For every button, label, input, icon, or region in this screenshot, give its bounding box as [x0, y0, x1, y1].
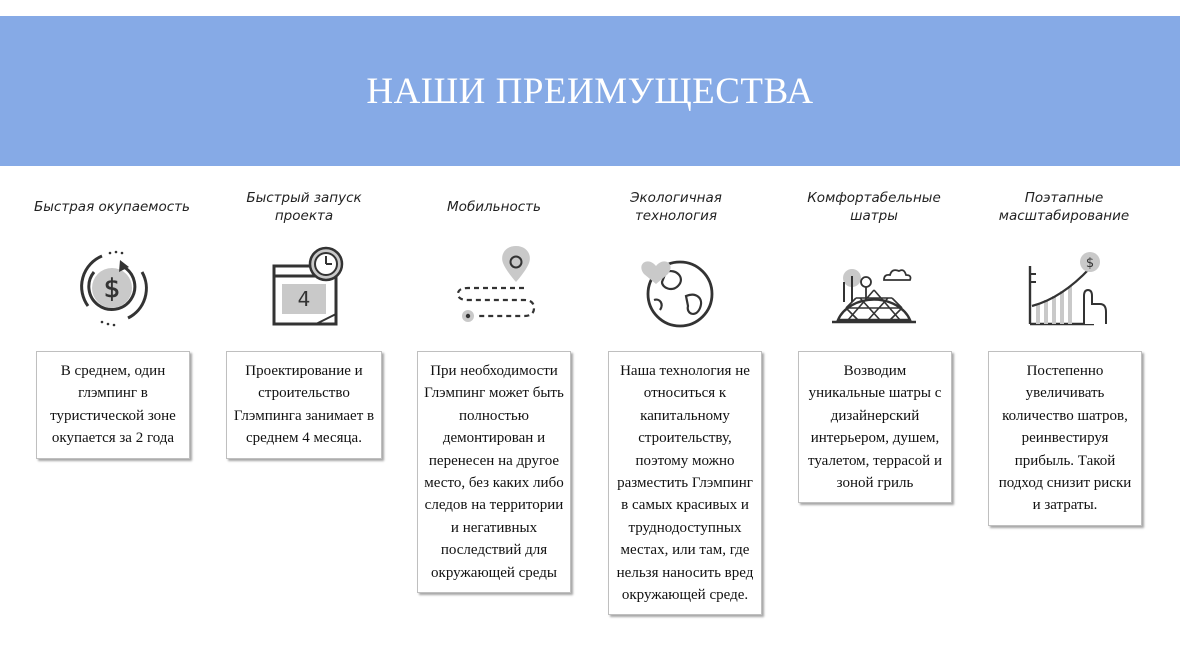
svg-text:$: $	[1085, 256, 1095, 271]
dome-tent-icon	[824, 238, 924, 338]
calendar-number: 4	[297, 287, 311, 311]
advantage-title: Поэтапные масштабирование	[998, 190, 1130, 224]
advantage-title: Мобильность	[447, 199, 541, 215]
svg-text:$: $	[103, 274, 121, 304]
advantage-title: Быстрый запуск проекта	[246, 190, 362, 224]
advantage-description: При необходимости Глэмпинг может быть полностью демонтирован и перенесен на другое место, без каких либо следов на территории и негативных последствий для окружающей среды	[417, 351, 571, 593]
advantage-description: Возводим уникальные шатры с дизайнерский интерьером, душем, туалетом, террасой и зоной гриль	[798, 351, 952, 503]
advantage-item	[788, 186, 960, 492]
page-title: НАШИ ПРЕИМУЩЕСТВА	[366, 70, 814, 112]
advantage-description: Наша технология не относиться к капитальному строительству, поэтому можно разместить Глэмпинг в самых красивых и труднодоступных местах, или там, где нельзя наносить вред окружающей среде.	[608, 351, 762, 615]
growth-chart-icon	[1014, 238, 1114, 338]
advantage-description: Постепенно увеличивать количество шатров, реинвестируя прибыль. Такой подход снизит риски и затраты.	[988, 351, 1142, 526]
eco-globe-icon	[626, 238, 726, 338]
advantage-item	[978, 186, 1150, 514]
advantage-title: Быстрая окупаемость	[34, 199, 190, 215]
dollar-cycle-icon	[62, 238, 162, 338]
advantage-title: Комфортабельные шатры	[807, 190, 941, 224]
advantage-description: Проектирование и строительство Глэмпинга занимает в среднем 4 месяца.	[226, 351, 382, 459]
advantage-title: Экологичная технология	[630, 190, 722, 224]
advantage-item	[590, 186, 762, 604]
advantage-description: В среднем, один глэмпинг в туристической зоне окупается за 2 года	[36, 351, 190, 459]
advantage-item	[218, 186, 390, 447]
advantage-item	[408, 186, 580, 581]
advantage-item	[26, 186, 198, 447]
route-pin-icon	[444, 238, 544, 338]
header-banner	[0, 16, 1180, 166]
